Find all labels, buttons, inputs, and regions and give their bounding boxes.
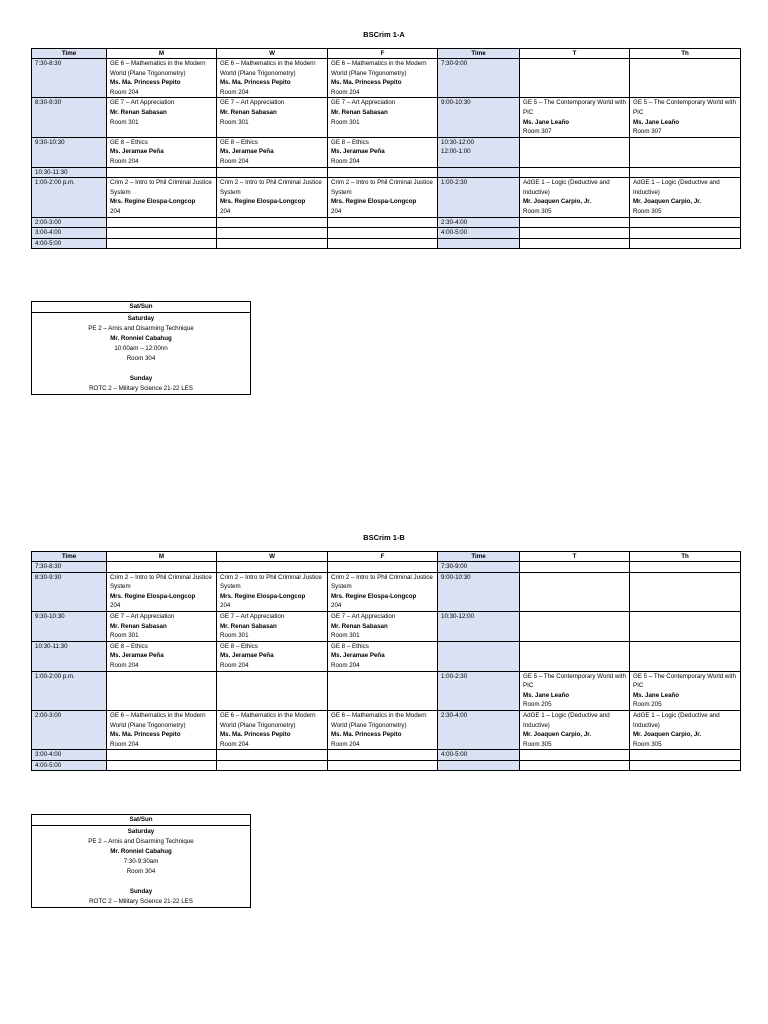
time-slot-right: 1:00-2:30 — [438, 178, 520, 217]
time-slot-right: 9:00-10:30 — [438, 572, 520, 611]
schedule-cell — [328, 238, 438, 249]
class-room: Room 204 — [331, 740, 360, 748]
class-teacher: Ms. Jeramae Peña — [220, 652, 274, 660]
schedule-cell — [217, 641, 328, 671]
schedule-cell — [217, 760, 328, 771]
time-slot-left: 2:00-3:00 — [32, 217, 107, 228]
schedule-cell — [630, 710, 741, 749]
class-course: AdGE 1 – Logic (Deductive and Inductive) — [633, 711, 720, 729]
saturday-course: PE 2 – Arnis and Disarming Technique — [88, 838, 194, 845]
schedule-cell — [328, 641, 438, 671]
class-course: Crim 2 – Intro to Phil Criminal Justice System — [331, 573, 433, 591]
saturday-teacher: Mr. Ronniel Cabahug — [110, 848, 172, 855]
section-a-title: BSCrim 1-A — [363, 30, 405, 39]
schedule-cell — [328, 562, 438, 573]
class-course: GE 8 – Ethics — [220, 138, 258, 146]
schedule-cell — [520, 641, 630, 671]
schedule-cell — [217, 217, 328, 228]
class-room: 204 — [110, 207, 121, 215]
saturday-label: Saturday — [127, 315, 155, 322]
schedule-cell — [630, 228, 741, 239]
class-course: Crim 2 – Intro to Phil Criminal Justice System — [110, 179, 212, 196]
class-room: Room 305 — [633, 207, 662, 215]
time-column-header: Time — [32, 49, 107, 59]
schedule-cell — [107, 228, 217, 239]
sunday-course: ROTC 2 – Military Science 21-22 LES — [89, 898, 193, 905]
schedule-cell — [217, 137, 328, 167]
class-teacher: Ms. Jane Leaño — [633, 118, 680, 126]
saturday-room: Room 304 — [126, 355, 156, 362]
class-teacher: Ms. Jeramae Peña — [331, 148, 385, 156]
class-room: Room 204 — [110, 740, 139, 748]
weekend-header: Sat/Sun — [32, 302, 250, 313]
class-teacher: Ms. Ma. Princess Pepito — [331, 79, 402, 87]
class-teacher: Mrs. Regine Elospa-Longcop — [220, 198, 306, 206]
schedule-cell — [630, 671, 741, 710]
class-course: Crim 2 – Intro to Phil Criminal Justice System — [220, 179, 322, 196]
class-course: GE 8 – Ethics — [220, 642, 258, 650]
sunday-label: Sunday — [129, 375, 153, 382]
schedule-cell — [630, 217, 741, 228]
schedule-cell — [328, 671, 438, 710]
class-room: Room 204 — [110, 88, 139, 96]
schedule-cell — [107, 671, 217, 710]
class-course: AdGE 1 – Logic (Deductive and Inductive) — [523, 179, 610, 196]
time-slot-left: 10:30-11:30 — [32, 167, 107, 178]
schedule-row — [32, 178, 741, 217]
schedule-cell — [107, 572, 217, 611]
schedule-cell — [520, 572, 630, 611]
time-slot-right: 1:00-2:30 — [438, 671, 520, 710]
class-teacher: Mrs. Regine Elospa-Longcop — [110, 198, 196, 206]
schedule-cell — [328, 167, 438, 178]
schedule-cell — [328, 59, 438, 98]
schedule-cell — [630, 167, 741, 178]
class-course: GE 7 – Art Appreciation — [110, 99, 175, 107]
class-course: Crim 2 – Intro to Phil Criminal Justice System — [331, 179, 433, 196]
class-teacher: Mrs. Regine Elospa-Longcop — [331, 198, 417, 206]
class-teacher: Mr. Renan Sabasan — [110, 622, 167, 630]
table-header-row — [32, 49, 741, 59]
class-teacher: Mr. Joaquen Carpio, Jr. — [633, 198, 702, 206]
schedule-cell — [520, 137, 630, 167]
class-course: GE 7 – Art Appreciation — [220, 99, 285, 107]
class-room: Room 301 — [110, 118, 139, 126]
schedule-cell — [520, 217, 630, 228]
class-teacher: Mr. Joaquen Carpio, Jr. — [523, 731, 592, 739]
schedule-cell — [520, 178, 630, 217]
time-slot-left: 3:00-4:00 — [32, 228, 107, 239]
schedule-cell — [630, 611, 741, 641]
schedule-cell — [630, 59, 741, 98]
class-course: GE 6 – Mathematics in the Modern World (Plane Trigonometry) — [220, 711, 316, 729]
schedule-cell — [520, 760, 630, 771]
class-room: Room 204 — [220, 157, 249, 165]
schedule-cell — [217, 562, 328, 573]
schedule-cell — [630, 178, 741, 217]
time-slot-left: 4:00-5:00 — [32, 238, 107, 249]
schedule-cell — [630, 238, 741, 249]
time-slot-left: 8:30-9:30 — [32, 572, 107, 611]
class-course: GE 8 – Ethics — [110, 138, 148, 146]
schedule-row — [32, 137, 741, 167]
schedule-cell — [217, 710, 328, 749]
schedule-cell — [107, 178, 217, 217]
class-teacher: Mrs. Regine Elospa-Longcop — [220, 592, 306, 600]
schedule-cell — [520, 671, 630, 710]
schedule-row — [32, 98, 741, 137]
class-room: 204 — [110, 602, 121, 610]
class-course: AdGE 1 – Logic (Deductive and Inductive) — [523, 711, 610, 729]
time-slot-right: 9:00-10:30 — [438, 98, 520, 137]
class-teacher: Ms. Ma. Princess Pepito — [220, 79, 291, 87]
class-room: Room 305 — [523, 207, 552, 215]
sunday-label: Sunday — [129, 888, 153, 895]
class-course: GE 8 – Ethics — [331, 642, 369, 650]
time-slot-right: 7:30-9:00 — [438, 59, 520, 98]
class-course: GE 5 – The Contemporary World with PIC — [523, 672, 626, 690]
class-room: Room 204 — [331, 88, 360, 96]
class-course: GE 6 – Mathematics in the Modern World (Plane Trigonometry) — [110, 60, 206, 77]
class-room: Room 204 — [220, 88, 249, 96]
class-teacher: Ms. Ma. Princess Pepito — [110, 79, 181, 87]
class-teacher: Mr. Joaquen Carpio, Jr. — [633, 731, 702, 739]
class-course: GE 7 – Art Appreciation — [331, 99, 396, 107]
time-slot-right: 10:30-12:00 12:00-1:00 — [438, 137, 520, 167]
schedule-cell — [328, 760, 438, 771]
schedule-cell — [107, 167, 217, 178]
day-header-w: W — [217, 49, 328, 59]
time-slot-left: 4:00-5:00 — [32, 760, 107, 771]
schedule-row — [32, 750, 741, 761]
class-course: GE 5 – The Contemporary World with PIC — [523, 99, 626, 116]
time-slot-right — [438, 167, 520, 178]
section-a-weekend-box — [31, 301, 251, 395]
class-room: Room 305 — [633, 740, 662, 748]
class-course: AdGE 1 – Logic (Deductive and Inductive) — [633, 179, 720, 196]
time-slot-left: 8:30-9:30 — [32, 98, 107, 137]
schedule-cell — [217, 167, 328, 178]
schedule-cell — [630, 137, 741, 167]
class-room: Room 307 — [633, 128, 662, 136]
time-slot-left: 9:30-10:30 — [32, 137, 107, 167]
class-room: 204 — [331, 602, 342, 610]
time-slot-right: 4:00-5:00 — [438, 750, 520, 761]
class-teacher: Mr. Renan Sabasan — [331, 622, 388, 630]
day-header-f: F — [328, 552, 438, 562]
time-slot-right: 2:30-4:00 — [438, 710, 520, 749]
schedule-cell — [107, 217, 217, 228]
schedule-cell — [217, 572, 328, 611]
schedule-cell — [328, 178, 438, 217]
schedule-cell — [107, 760, 217, 771]
day-header-f: F — [328, 49, 438, 59]
day-header-m: M — [107, 49, 217, 59]
schedule-cell — [328, 611, 438, 641]
schedule-cell — [630, 562, 741, 573]
time-slot-left: 7:30-8:30 — [32, 562, 107, 573]
saturday-course: PE 2 – Arnis and Disarming Technique — [88, 325, 194, 332]
class-teacher: Ms. Jane Leaño — [633, 691, 680, 699]
schedule-row — [32, 562, 741, 573]
saturday-time: 10:00am – 12:00nn — [114, 345, 168, 352]
class-teacher: Mr. Renan Sabasan — [220, 108, 277, 116]
class-teacher: Mr. Joaquen Carpio, Jr. — [523, 198, 592, 206]
class-course: GE 6 – Mathematics in the Modern World (Plane Trigonometry) — [331, 711, 427, 729]
schedule-cell — [520, 167, 630, 178]
schedule-cell — [217, 228, 328, 239]
class-teacher: Ms. Ma. Princess Pepito — [331, 731, 402, 739]
schedule-row — [32, 59, 741, 98]
class-course: GE 7 – Art Appreciation — [220, 612, 285, 620]
schedule-cell — [328, 228, 438, 239]
schedule-cell — [328, 137, 438, 167]
schedule-cell — [520, 98, 630, 137]
class-teacher: Mr. Renan Sabasan — [331, 108, 388, 116]
class-teacher: Mr. Renan Sabasan — [110, 108, 167, 116]
schedule-cell — [217, 671, 328, 710]
schedule-cell — [630, 641, 741, 671]
time-slot-left: 9:30-10:30 — [32, 611, 107, 641]
class-room: Room 301 — [331, 632, 360, 640]
saturday-label: Saturday — [127, 828, 155, 835]
schedule-cell — [328, 572, 438, 611]
day-header-th: Th — [630, 49, 741, 59]
class-teacher: Ms. Ma. Princess Pepito — [220, 731, 291, 739]
schedule-cell — [217, 750, 328, 761]
saturday-room: Room 304 — [126, 868, 156, 875]
schedule-cell — [107, 562, 217, 573]
class-room: Room 305 — [523, 740, 552, 748]
class-course: GE 7 – Art Appreciation — [110, 612, 175, 620]
class-room: 204 — [331, 207, 342, 215]
schedule-row — [32, 641, 741, 671]
saturday-time: 7:30-9:30am — [123, 858, 159, 865]
schedule-row — [32, 167, 741, 178]
schedule-cell — [107, 641, 217, 671]
class-course: Crim 2 – Intro to Phil Criminal Justice System — [110, 573, 212, 591]
class-course: GE 7 – Art Appreciation — [331, 612, 396, 620]
schedule-cell — [328, 710, 438, 749]
class-course: GE 5 – The Contemporary World with PIC — [633, 672, 736, 690]
class-room: Room 205 — [633, 701, 662, 709]
class-course: Crim 2 – Intro to Phil Criminal Justice System — [220, 573, 322, 591]
schedule-cell — [107, 59, 217, 98]
time-slot-right: 10:30-12:00 — [438, 611, 520, 641]
schedule-cell — [107, 611, 217, 641]
section-b-title: BSCrim 1-B — [363, 533, 405, 542]
class-room: Room 301 — [110, 632, 139, 640]
class-teacher: Ms. Jane Leaño — [523, 118, 570, 126]
schedule-cell — [520, 750, 630, 761]
schedule-row — [32, 710, 741, 749]
schedule-cell — [520, 611, 630, 641]
section-b-weekend-box — [31, 814, 251, 908]
schedule-cell — [328, 98, 438, 137]
class-teacher: Ms. Jeramae Peña — [110, 148, 164, 156]
class-room: Room 301 — [220, 632, 249, 640]
time-column-header-2: Time — [438, 552, 520, 562]
class-teacher: Ms. Jane Leaño — [523, 691, 570, 699]
sunday-course: ROTC 2 – Military Science 21-22 LES — [89, 385, 193, 392]
schedule-row — [32, 611, 741, 641]
class-room: Room 204 — [331, 661, 360, 669]
schedule-cell — [217, 59, 328, 98]
time-slot-left: 7:30-8:30 — [32, 59, 107, 98]
saturday-teacher: Mr. Ronniel Cabahug — [110, 335, 172, 342]
class-course: GE 6 – Mathematics in the Modern World (Plane Trigonometry) — [110, 711, 206, 729]
time-slot-left: 3:00-4:00 — [32, 750, 107, 761]
schedule-cell — [630, 572, 741, 611]
schedule-row — [32, 572, 741, 611]
schedule-cell — [107, 238, 217, 249]
day-header-t: T — [520, 552, 630, 562]
class-room: Room 204 — [220, 661, 249, 669]
class-room: Room 301 — [331, 118, 360, 126]
schedule-cell — [520, 238, 630, 249]
schedule-cell — [520, 710, 630, 749]
schedule-cell — [107, 710, 217, 749]
schedule-cell — [630, 98, 741, 137]
time-slot-right — [438, 641, 520, 671]
class-room: Room 204 — [110, 661, 139, 669]
time-slot-left: 10:30-11:30 — [32, 641, 107, 671]
class-room: 204 — [220, 602, 231, 610]
class-course: GE 6 – Mathematics in the Modern World (Plane Trigonometry) — [220, 60, 316, 77]
class-course: GE 5 – The Contemporary World with PIC — [633, 99, 736, 116]
class-room: Room 307 — [523, 128, 552, 136]
class-teacher: Mr. Renan Sabasan — [220, 622, 277, 630]
schedule-cell — [217, 98, 328, 137]
class-room: Room 204 — [110, 157, 139, 165]
class-teacher: Mrs. Regine Elospa-Longcop — [110, 592, 196, 600]
schedule-cell — [328, 750, 438, 761]
day-header-th: Th — [630, 552, 741, 562]
schedule-cell — [520, 562, 630, 573]
schedule-row — [32, 671, 741, 710]
table-header-row — [32, 552, 741, 562]
section-b-schedule-table — [31, 551, 741, 771]
class-room: Room 301 — [220, 118, 249, 126]
class-teacher: Ms. Ma. Princess Pepito — [110, 731, 181, 739]
class-course: GE 8 – Ethics — [110, 642, 148, 650]
schedule-cell — [217, 178, 328, 217]
class-course: GE 8 – Ethics — [331, 138, 369, 146]
class-room: Room 204 — [331, 157, 360, 165]
time-column-header: Time — [32, 552, 107, 562]
day-header-t: T — [520, 49, 630, 59]
class-course: GE 6 – Mathematics in the Modern World (Plane Trigonometry) — [331, 60, 427, 77]
weekend-header: Sat/Sun — [32, 815, 250, 826]
time-slot-right — [438, 238, 520, 249]
class-teacher: Ms. Jeramae Peña — [110, 652, 164, 660]
schedule-cell — [630, 760, 741, 771]
schedule-cell — [217, 611, 328, 641]
section-a-schedule-table — [31, 48, 741, 249]
time-column-header-2: Time — [438, 49, 520, 59]
time-slot-left: 2:00-3:00 — [32, 710, 107, 749]
time-slot-right — [438, 760, 520, 771]
schedule-row — [32, 217, 741, 228]
schedule-cell — [107, 137, 217, 167]
schedule-cell — [217, 238, 328, 249]
class-room: 204 — [220, 207, 231, 215]
schedule-cell — [107, 750, 217, 761]
class-room: Room 205 — [523, 701, 552, 709]
schedule-row — [32, 228, 741, 239]
schedule-row — [32, 760, 741, 771]
class-teacher: Ms. Jeramae Peña — [331, 652, 385, 660]
time-slot-left: 1:00-2:00 p.m. — [32, 671, 107, 710]
schedule-cell — [630, 750, 741, 761]
time-slot-right: 2:30-4:00 — [438, 217, 520, 228]
class-teacher: Mrs. Regine Elospa-Longcop — [331, 592, 417, 600]
time-slot-right: 4:00-5:00 — [438, 228, 520, 239]
schedule-cell — [107, 98, 217, 137]
time-slot-left: 1:00-2:00 p.m. — [32, 178, 107, 217]
day-header-w: W — [217, 552, 328, 562]
schedule-cell — [520, 228, 630, 239]
day-header-m: M — [107, 552, 217, 562]
schedule-row — [32, 238, 741, 249]
class-teacher: Ms. Jeramae Peña — [220, 148, 274, 156]
time-slot-right: 7:30-9:00 — [438, 562, 520, 573]
schedule-cell — [520, 59, 630, 98]
schedule-cell — [328, 217, 438, 228]
class-room: Room 204 — [220, 740, 249, 748]
